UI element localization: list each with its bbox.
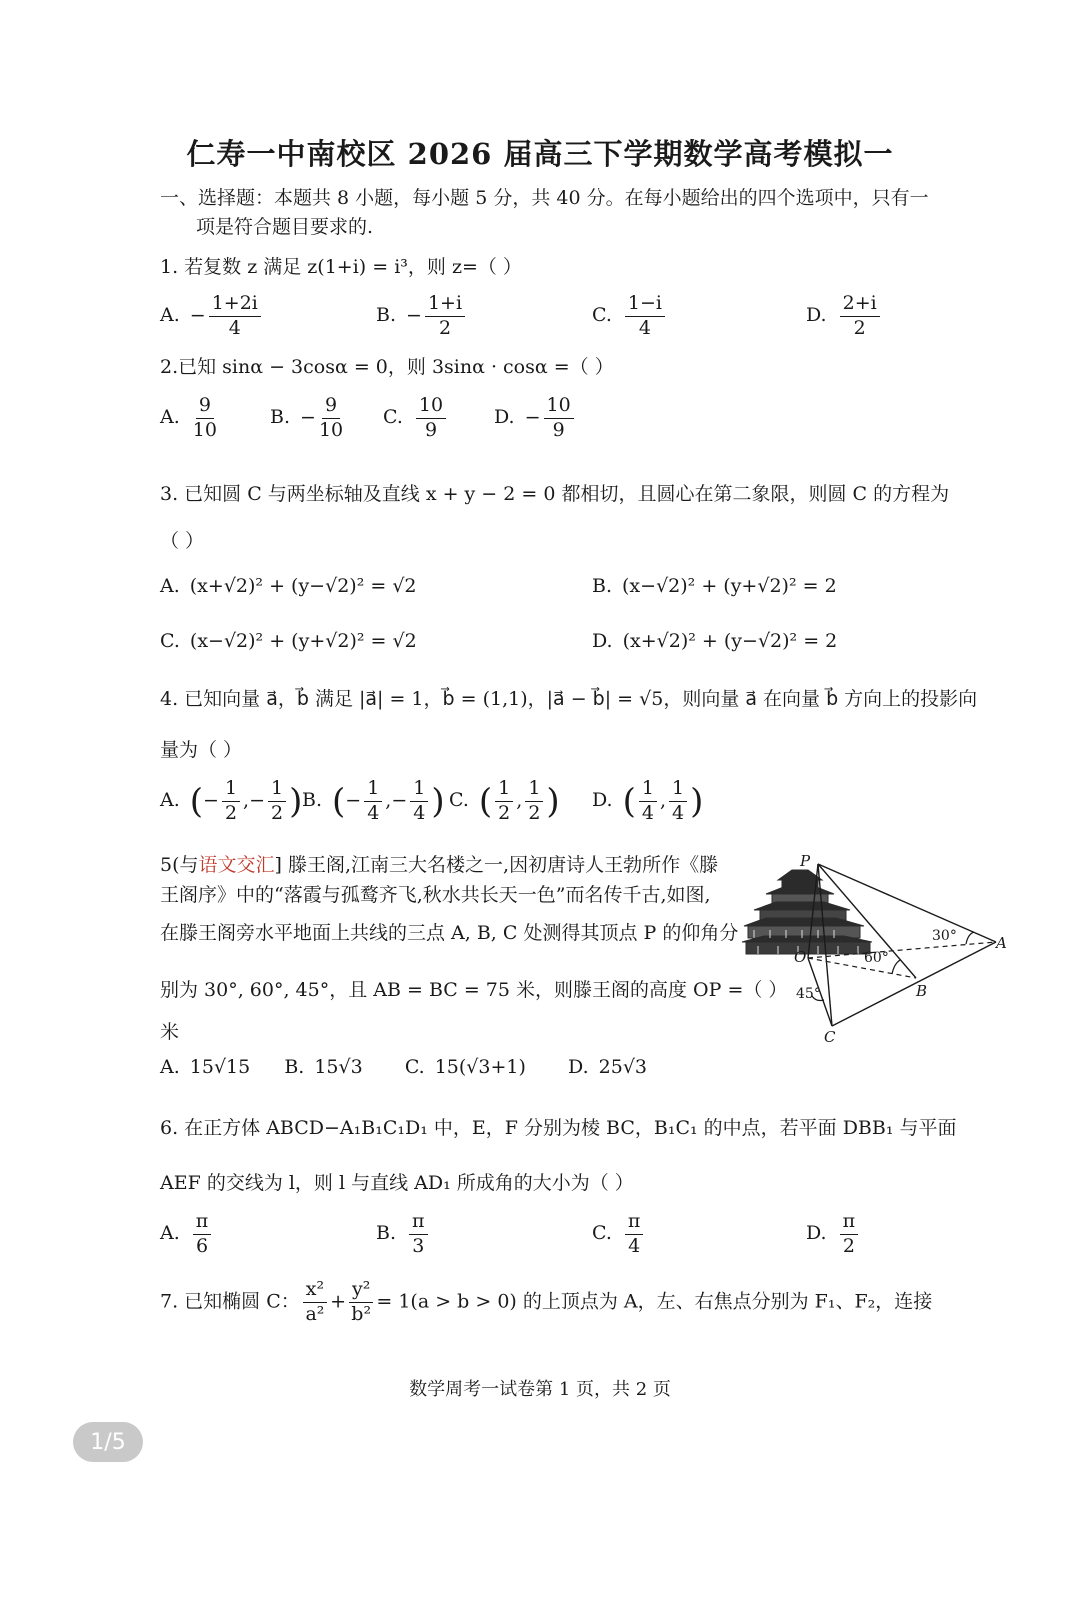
label-angle-B: 60° xyxy=(864,950,889,966)
question-6-option-a: A. $\frac{\pi}{6}$ xyxy=(160,1212,214,1257)
question-2-option-c: C. $\frac{10}{9}$ xyxy=(383,396,449,441)
question-4-option-d: D. ( $\frac{1}{4}$ , $\frac{1}{4}$ ) xyxy=(592,777,704,824)
question-1-option-a: A. − $\frac{1+2i}{4}$ xyxy=(160,294,264,339)
section-instruction-line1: 一、选择题：本题共 8 小题，每小题 5 分，共 40 分。在每小题给出的四个选项中，只有一 xyxy=(160,187,929,209)
question-7-text: 7. 已知椭圆 C： $\frac{\text{x²}}{\text{a²}}$ + $\frac{\text{y²}}{\text{b²}}$ = 1(a > b > 0) 的上顶点为 A，左、右焦点分别为 F₁、F₂，连接 xyxy=(160,1278,933,1325)
line-ABC xyxy=(832,942,996,1026)
question-3-option-a: A. (x+√2)² + (y−√2)² = √2 xyxy=(160,575,417,597)
question-4-option-c: C. ( $\frac{1}{2}$ , $\frac{1}{2}$ ) xyxy=(449,777,560,824)
question-6-text-line2: AEF 的交线为 l，则 l 与直线 AD₁ 所成角的大小为（ ） xyxy=(160,1172,634,1194)
question-5-option-c: C. 15(√3+1) xyxy=(404,1056,526,1078)
question-4-text-line2: 量为（ ） xyxy=(160,739,243,761)
tengwang-pavilion-figure xyxy=(740,850,1010,1050)
question-6-option-b: B. $\frac{\pi}{3}$ xyxy=(376,1212,431,1257)
question-5-text-line1: 5(与语文交汇] 滕王阁,江南三大名楼之一,因初唐诗人王勃所作《滕 xyxy=(160,854,719,876)
question-1-option-c: C. $\frac{1-i}{4}$ xyxy=(592,294,668,339)
label-angle-C: 45° xyxy=(796,986,821,1002)
question-6-text-line1: 6. 在正方体 ABCD−A₁B₁C₁D₁ 中，E，F 分别为棱 BC，B₁C₁ 的中点，若平面 DBB₁ 与平面 xyxy=(160,1117,957,1139)
question-5-options xyxy=(160,1056,647,1078)
question-1-option-d: D. $\frac{2+i}{2}$ xyxy=(806,294,883,339)
page-indicator[interactable]: 1/5 xyxy=(73,1422,143,1462)
question-2-option-b: B. − $\frac{9}{10}$ xyxy=(270,394,344,441)
question-3-text-line1: 3. 已知圆 C 与两坐标轴及直线 x + y − 2 = 0 都相切，且圆心在第二象限，则圆 C 的方程为 xyxy=(160,483,950,505)
page-footer: 数学周考一试卷第 1 页，共 2 页 xyxy=(409,1379,671,1400)
question-5-option-d: D. 25√3 xyxy=(568,1056,648,1078)
question-6-option-c: C. $\frac{\pi}{4}$ xyxy=(592,1212,646,1257)
label-angle-A: 30° xyxy=(932,928,957,944)
question-4-text-line1: 4. 已知向量 a⃗，b⃗ 满足 |a⃗| = 1，b⃗ = (1,1)，|a⃗ − b⃗| = √5，则向量 a⃗ 在向量 b⃗ 方向上的投影向 xyxy=(160,688,978,710)
question-4-option-a: A. (− $\frac{1}{2}$ ,− $\frac{1}{2}$ ) xyxy=(160,777,303,824)
label-A: A xyxy=(996,934,1007,952)
question-5-option-a: A. 15√15 xyxy=(160,1056,251,1078)
page-title: 仁寿一中南校区 2026 届高三下学期数学高考模拟一 xyxy=(186,137,894,171)
question-5-text-line3: 在滕王阁旁水平地面上共线的三点 A, B, C 处测得其顶点 P 的仰角分 xyxy=(160,922,739,944)
label-B: B xyxy=(916,982,928,1000)
pavilion-illustration xyxy=(742,870,872,954)
question-3-option-b: B. (x−√2)² + (y+√2)² = 2 xyxy=(592,575,837,597)
question-5-text-line5: 米 xyxy=(160,1021,180,1043)
line-OB xyxy=(808,958,916,978)
cross-subject-tag: 语文交汇 xyxy=(198,854,275,876)
question-5-option-b: B. 15√3 xyxy=(284,1056,363,1078)
question-3-option-c: C. (x−√2)² + (y+√2)² = √2 xyxy=(160,630,417,652)
question-6-option-d: D. $\frac{\pi}{2}$ xyxy=(806,1212,861,1257)
question-2-option-d: D. − $\frac{10}{9}$ xyxy=(494,396,577,441)
label-P: P xyxy=(800,852,811,870)
question-2-text: 2.已知 sinα − 3cosα = 0，则 3sinα · cosα =（ ） xyxy=(160,356,614,378)
question-1-text: 1. 若复数 z 满足 z(1+i) = i³，则 z=（ ） xyxy=(160,256,522,278)
question-5-text-line4: 别为 30°, 60°, 45°，且 AB = BC = 75 米，则滕王阁的高度 OP =（ ） xyxy=(160,979,788,1001)
question-5-text-line2: 王阁序》中的“落霞与孤鹜齐飞,秋水共长天一色”而名传千古,如图, xyxy=(160,884,711,906)
question-1-option-b: B. − $\frac{1+i}{2}$ xyxy=(376,294,468,339)
question-3-text-line2: （ ） xyxy=(160,530,205,552)
question-2-option-a: A. $\frac{9}{10}$ xyxy=(160,394,217,441)
question-3-option-d: D. (x+√2)² + (y−√2)² = 2 xyxy=(592,630,838,652)
label-C: C xyxy=(824,1028,836,1046)
label-O: O xyxy=(794,948,807,966)
section-instruction-line2: 项是符合题目要求的. xyxy=(196,216,374,238)
question-4-option-b: B. (− $\frac{1}{4}$ ,− $\frac{1}{4}$ ) xyxy=(302,777,445,824)
